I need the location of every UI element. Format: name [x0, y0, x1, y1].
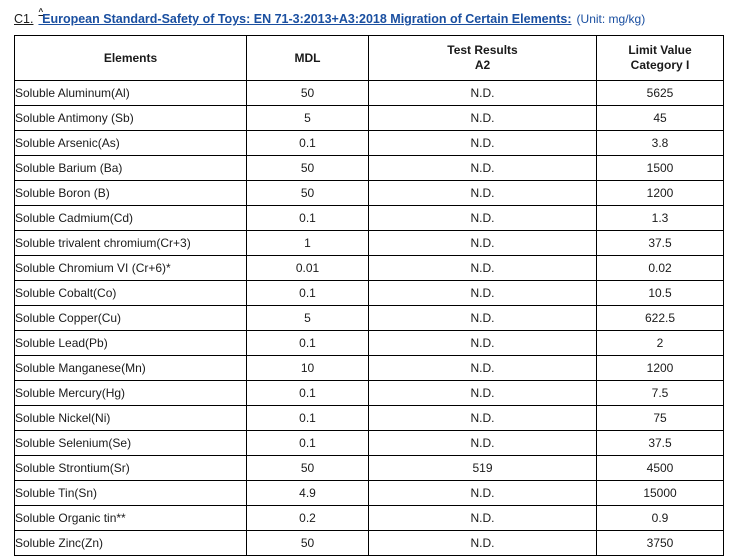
cell-element-name: Soluble Cadmium(Cd) [15, 206, 247, 231]
cell-mdl: 50 [247, 531, 369, 556]
cell-mdl: 50 [247, 156, 369, 181]
cell-limit-value: 1.3 [597, 206, 724, 231]
heading-superscript-marker: ^ [38, 7, 44, 16]
table-row [15, 331, 724, 356]
table-row [15, 456, 724, 481]
cell-mdl: 0.1 [247, 206, 369, 231]
cell-test-result: N.D. [369, 281, 597, 306]
heading-unit-note: (Unit: mg/kg) [576, 12, 646, 27]
cell-test-result: N.D. [369, 156, 597, 181]
heading-reference: C1. [14, 12, 34, 27]
column-header-test-results [369, 36, 597, 81]
table-row [15, 481, 724, 506]
cell-test-result: N.D. [369, 81, 597, 106]
cell-limit-value: 4500 [597, 456, 724, 481]
column-header-limit-value-sub: Category I [630, 58, 690, 73]
cell-element-name: Soluble trivalent chromium(Cr+3) [15, 231, 247, 256]
migration-elements-table [14, 35, 724, 556]
cell-test-result: N.D. [369, 106, 597, 131]
column-header-test-results-sub: A2 [474, 58, 491, 73]
cell-limit-value: 7.5 [597, 381, 724, 406]
cell-element-name: Soluble Aluminum(Al) [15, 81, 247, 106]
cell-test-result: 519 [369, 456, 597, 481]
column-header-limit-value-label: Limit Value [628, 43, 692, 58]
cell-element-name: Soluble Strontium(Sr) [15, 456, 247, 481]
cell-mdl: 0.01 [247, 256, 369, 281]
table-row [15, 256, 724, 281]
cell-test-result: N.D. [369, 181, 597, 206]
cell-limit-value: 37.5 [597, 231, 724, 256]
cell-mdl: 0.1 [247, 431, 369, 456]
table-row [15, 181, 724, 206]
column-header-mdl-label: MDL [294, 50, 321, 65]
cell-test-result: N.D. [369, 406, 597, 431]
column-header-mdl [247, 36, 369, 81]
cell-test-result: N.D. [369, 256, 597, 281]
cell-element-name: Soluble Tin(Sn) [15, 481, 247, 506]
cell-test-result: N.D. [369, 331, 597, 356]
column-header-elements [15, 36, 247, 81]
cell-limit-value: 45 [597, 106, 724, 131]
table-row [15, 106, 724, 131]
cell-limit-value: 3750 [597, 531, 724, 556]
cell-element-name: Soluble Cobalt(Co) [15, 281, 247, 306]
table-row [15, 231, 724, 256]
cell-test-result: N.D. [369, 381, 597, 406]
cell-element-name: Soluble Nickel(Ni) [15, 406, 247, 431]
cell-mdl: 50 [247, 81, 369, 106]
cell-mdl: 5 [247, 106, 369, 131]
cell-mdl: 4.9 [247, 481, 369, 506]
cell-element-name: Soluble Mercury(Hg) [15, 381, 247, 406]
cell-limit-value: 5625 [597, 81, 724, 106]
cell-mdl: 1 [247, 231, 369, 256]
cell-element-name: Soluble Manganese(Mn) [15, 356, 247, 381]
cell-limit-value: 0.02 [597, 256, 724, 281]
cell-limit-value: 3.8 [597, 131, 724, 156]
cell-mdl: 0.1 [247, 406, 369, 431]
cell-mdl: 10 [247, 356, 369, 381]
cell-limit-value: 0.9 [597, 506, 724, 531]
cell-test-result: N.D. [369, 431, 597, 456]
cell-limit-value: 2 [597, 331, 724, 356]
cell-element-name: Soluble Barium (Ba) [15, 156, 247, 181]
column-header-test-results-label: Test Results [447, 43, 518, 58]
cell-limit-value: 37.5 [597, 431, 724, 456]
cell-test-result: N.D. [369, 206, 597, 231]
page-title [14, 8, 727, 27]
table-row [15, 531, 724, 556]
cell-limit-value: 1200 [597, 356, 724, 381]
table-row [15, 281, 724, 306]
cell-limit-value: 75 [597, 406, 724, 431]
cell-test-result: N.D. [369, 131, 597, 156]
table-row [15, 81, 724, 106]
cell-element-name: Soluble Arsenic(As) [15, 131, 247, 156]
table-header-row [15, 36, 724, 81]
column-header-elements-label: Elements [103, 50, 158, 65]
cell-mdl: 0.1 [247, 131, 369, 156]
cell-test-result: N.D. [369, 506, 597, 531]
cell-element-name: Soluble Organic tin** [15, 506, 247, 531]
cell-test-result: N.D. [369, 356, 597, 381]
cell-limit-value: 1500 [597, 156, 724, 181]
table-row [15, 506, 724, 531]
cell-limit-value: 622.5 [597, 306, 724, 331]
table-row [15, 306, 724, 331]
table-row [15, 431, 724, 456]
cell-test-result: N.D. [369, 481, 597, 506]
table-row [15, 156, 724, 181]
cell-element-name: Soluble Antimony (Sb) [15, 106, 247, 131]
heading-title-text [37, 8, 571, 27]
cell-element-name: Soluble Zinc(Zn) [15, 531, 247, 556]
table-row [15, 406, 724, 431]
cell-limit-value: 1200 [597, 181, 724, 206]
cell-mdl: 0.2 [247, 506, 369, 531]
table-row [15, 356, 724, 381]
cell-limit-value: 10.5 [597, 281, 724, 306]
cell-mdl: 0.1 [247, 381, 369, 406]
cell-element-name: Soluble Selenium(Se) [15, 431, 247, 456]
cell-element-name: Soluble Copper(Cu) [15, 306, 247, 331]
heading-standard-name: European Standard-Safety of Toys: EN 71-3:2013+A3:2018 Migration of Certain Elements: [42, 12, 572, 27]
cell-element-name: Soluble Boron (B) [15, 181, 247, 206]
cell-mdl: 50 [247, 181, 369, 206]
cell-test-result: N.D. [369, 531, 597, 556]
cell-test-result: N.D. [369, 306, 597, 331]
cell-mdl: 5 [247, 306, 369, 331]
cell-mdl: 0.1 [247, 331, 369, 356]
table-row [15, 206, 724, 231]
cell-element-name: Soluble Chromium VI (Cr+6)* [15, 256, 247, 281]
cell-mdl: 50 [247, 456, 369, 481]
cell-limit-value: 15000 [597, 481, 724, 506]
column-header-limit-value [597, 36, 724, 81]
cell-mdl: 0.1 [247, 281, 369, 306]
table-row [15, 131, 724, 156]
table-row [15, 381, 724, 406]
cell-test-result: N.D. [369, 231, 597, 256]
cell-element-name: Soluble Lead(Pb) [15, 331, 247, 356]
